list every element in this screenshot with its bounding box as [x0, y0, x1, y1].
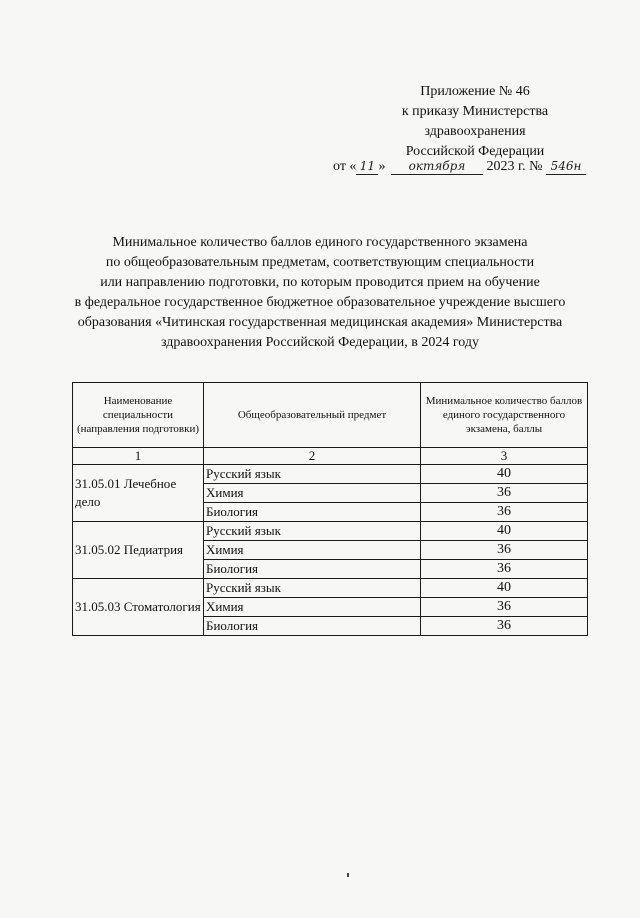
federation-name: Российской Федерации	[405, 144, 545, 159]
handwritten-order-number: 546н	[546, 158, 586, 175]
subject-cell: Химия	[204, 598, 421, 617]
subject-cell: Биология	[204, 560, 421, 579]
score-cell: 36	[421, 560, 588, 579]
column-number: 2	[204, 448, 421, 465]
score-cell: 40	[421, 465, 588, 484]
score-cell: 36	[421, 503, 588, 522]
subject-cell: Русский язык	[204, 579, 421, 598]
appendix-header	[330, 82, 620, 162]
title-line: Минимальное количество баллов единого государственного экзамена	[112, 235, 528, 250]
ministry-name: здравоохранения	[424, 124, 526, 139]
table-row	[73, 465, 588, 484]
order-prefix: от «	[333, 159, 357, 174]
specialty-cell: 31.05.03 Стоматология	[73, 579, 204, 636]
title-line: здравоохранения Российской Федерации, в 2024 году	[161, 335, 479, 350]
handwritten-day: 11	[356, 158, 378, 175]
scores-table	[72, 382, 588, 636]
title-line: или направлению подготовки, по которым проводится прием на обучение	[100, 275, 540, 290]
document-title	[40, 233, 600, 353]
score-cell: 36	[421, 617, 588, 636]
subject-cell: Химия	[204, 484, 421, 503]
title-line: по общеобразовательным предметам, соответствующим специальности	[105, 255, 535, 270]
specialty-cell: 31.05.02 Педиатрия	[73, 522, 204, 579]
subject-cell: Биология	[204, 617, 421, 636]
table-row	[73, 579, 588, 598]
column-number: 3	[421, 448, 588, 465]
table-row	[73, 522, 588, 541]
subject-cell: Химия	[204, 541, 421, 560]
header-min-score: Минимальное количество баллов единого государственного экзамена, баллы	[421, 383, 588, 448]
order-year: 2023 г. №	[486, 159, 543, 174]
score-cell: 36	[421, 541, 588, 560]
title-line: образования «Читинская государственная медицинская академия» Министерства	[77, 315, 563, 330]
score-cell: 40	[421, 522, 588, 541]
column-number: 1	[73, 448, 204, 465]
column-number-row	[73, 448, 588, 465]
order-date-line	[333, 157, 633, 177]
score-cell: 40	[421, 579, 588, 598]
score-cell: 36	[421, 598, 588, 617]
title-line: в федеральное государственное бюджетное образовательное учреждение высшего	[74, 295, 566, 310]
scan-speck	[347, 873, 349, 877]
specialty-cell: 31.05.01 Лечебное дело	[73, 465, 204, 522]
subject-cell: Биология	[204, 503, 421, 522]
order-reference: к приказу Министерства	[401, 104, 549, 119]
appendix-number: Приложение № 46	[420, 84, 530, 99]
header-subject: Общеобразовательный предмет	[204, 383, 421, 448]
score-cell: 36	[421, 484, 588, 503]
handwritten-month: октября	[391, 158, 483, 175]
subject-cell: Русский язык	[204, 522, 421, 541]
order-mid: »	[378, 159, 386, 174]
table-header-row	[73, 383, 588, 448]
subject-cell: Русский язык	[204, 465, 421, 484]
header-specialty: Наименование специальности (направления подготовки)	[73, 383, 204, 448]
